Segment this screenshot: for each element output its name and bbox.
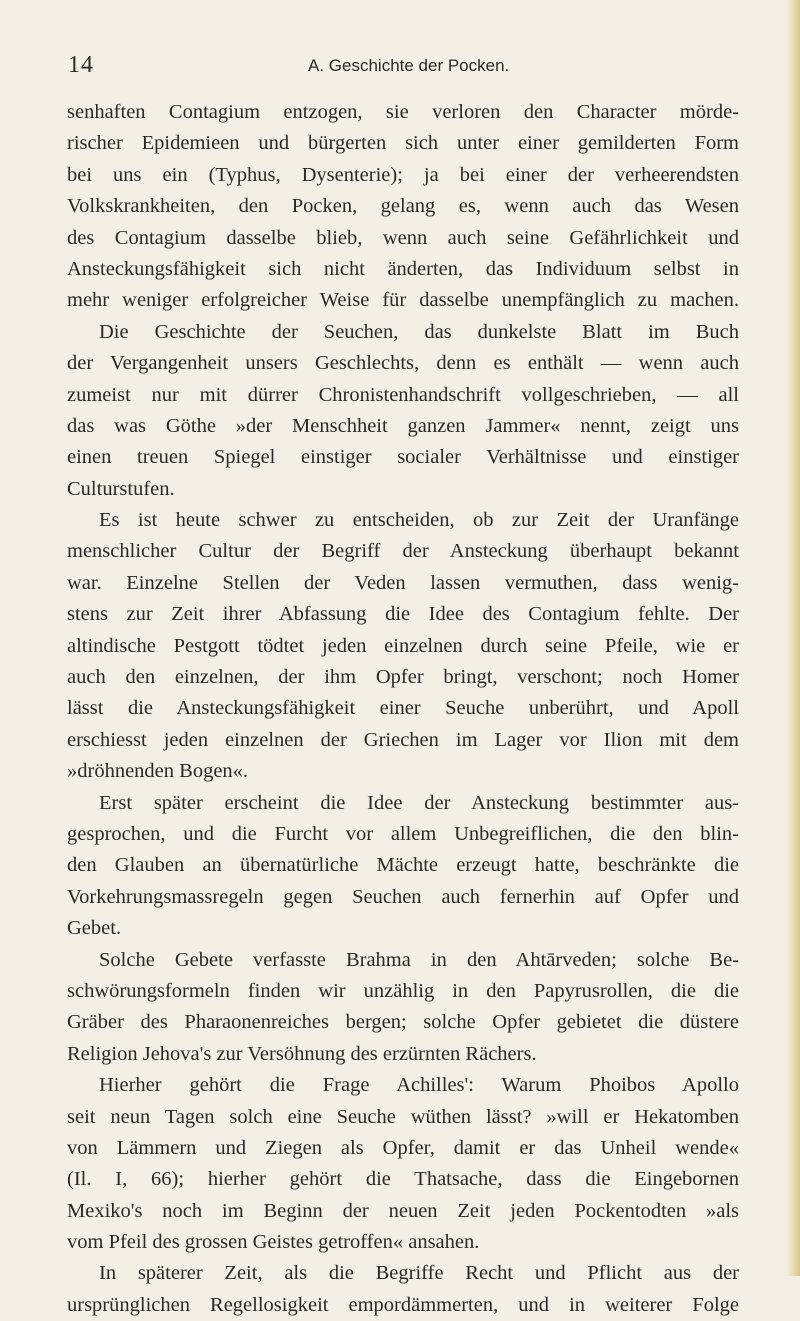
text-line: Hierher gehört die Frage Achilles': Warum Phoibos Apollo [99,1074,739,1097]
text-line: Erst später erscheint die Idee der Ansteckung bestimmter aus- [99,791,739,814]
text-line: den Glauben an übernatürliche Mächte erzeugt hatte, beschränkte die [67,854,739,877]
text-line: war. Einzelne Stellen der Veden lassen vermuthen, dass wenig- [67,571,739,594]
text-line: (Il. I, 66); hierher gehört die Thatsache, dass die Eingebornen [67,1168,739,1191]
text-line: Culturstufen. [67,477,175,500]
text-line: »dröhnenden Bogen«. [67,760,249,783]
text-line: rischer Epidemieen und bürgerten sich unter einer gemilderten Form [67,132,739,155]
text-line: gesprochen, und die Furcht vor allem Unbegreiflichen, die den blin- [67,822,739,845]
text-line: bei uns ein (Typhus, Dysenterie); ja bei einer der verheerendsten [67,163,739,186]
text-line: Religion Jehova's zur Versöhnung des erzürnten Rächers. [67,1042,537,1065]
text-line: Solche Gebete verfasste Brahma in den Ahtārveden; solche Be- [99,948,739,971]
text-line: vom Pfeil des grossen Geistes getroffen« ansahen. [67,1231,480,1254]
text-line: Mexiko's noch im Beginn der neuen Zeit jeden Pockentodten »als [67,1199,739,1222]
text-line: Gräber des Pharaonenreiches bergen; solche Opfer gebietet die düstere [67,1011,739,1034]
text-line: schwörungsformeln finden wir unzählig in den Papyrusrollen, die die [67,979,739,1002]
text-line: In späterer Zeit, als die Begriffe Recht und Pflicht aus der [99,1262,739,1285]
text-line: Vorkehrungsmassregeln gegen Seuchen auch fernerhin auf Opfer und [67,885,739,908]
text-line: ursprünglichen Regellosigkeit empordämmerten, und in weiterer Folge [67,1293,739,1316]
text-line: mehr weniger erfolgreicher Weise für dasselbe unempfänglich zu machen. [67,289,739,312]
text-line: stens zur Zeit ihrer Abfassung die Idee des Contagium fehlte. Der [67,603,739,626]
text-line: Gebet. [67,917,122,940]
text-line: Volkskrankheiten, den Pocken, gelang es, wenn auch das Wesen [67,195,739,218]
text-line: senhaften Contagium entzogen, sie verloren den Character mörde- [67,101,739,123]
text-line: altindische Pestgott tödtet jeden einzelnen durch seine Pfeile, wie er [67,634,739,657]
text-line: lässt die Ansteckungsfähigkeit einer Seuche unberührt, und Apoll [67,697,739,720]
page-header [68,48,748,80]
text-line: Die Geschichte der Seuchen, das dunkelste Blatt im Buch [99,320,739,343]
text-line: zumeist nur mit dürrer Chronistenhandschrift vollgeschrieben, — all [67,383,739,406]
page-edge [786,0,800,1276]
text-line: erschiesst jeden einzelnen der Griechen im Lager vor Ilion mit dem [67,728,739,751]
text-line: der Vergangenheit unsers Geschlechts, denn es enthält — wenn auch [67,352,739,375]
text-line: das was Göthe »der Menschheit ganzen Jammer« nennt, zeigt uns [67,414,739,437]
running-head: A. Geschichte der Pocken. [308,56,510,75]
body-text [67,97,739,1321]
text-line: des Contagium dasselbe blieb, wenn auch seine Gefährlichkeit und [67,226,739,249]
text-line: auch den einzelnen, der ihm Opfer bringt, verschont; noch Homer [67,666,739,689]
text-line: Es ist heute schwer zu entscheiden, ob zur Zeit der Uranfänge [99,509,739,532]
text-line: seit neun Tagen solch eine Seuche wüthen lässt? »will er Hekatomben [67,1105,739,1128]
page-number: 14 [68,52,94,78]
text-line: Ansteckungsfähigkeit sich nicht änderten, das Individuum selbst in [67,257,739,280]
text-line: menschlicher Cultur der Begriff der Ansteckung überhaupt bekannt [67,540,739,563]
text-line: von Lämmern und Ziegen als Opfer, damit er das Unheil wende« [67,1136,739,1159]
text-line: einen treuen Spiegel einstiger socialer Verhältnisse und einstiger [67,446,739,469]
